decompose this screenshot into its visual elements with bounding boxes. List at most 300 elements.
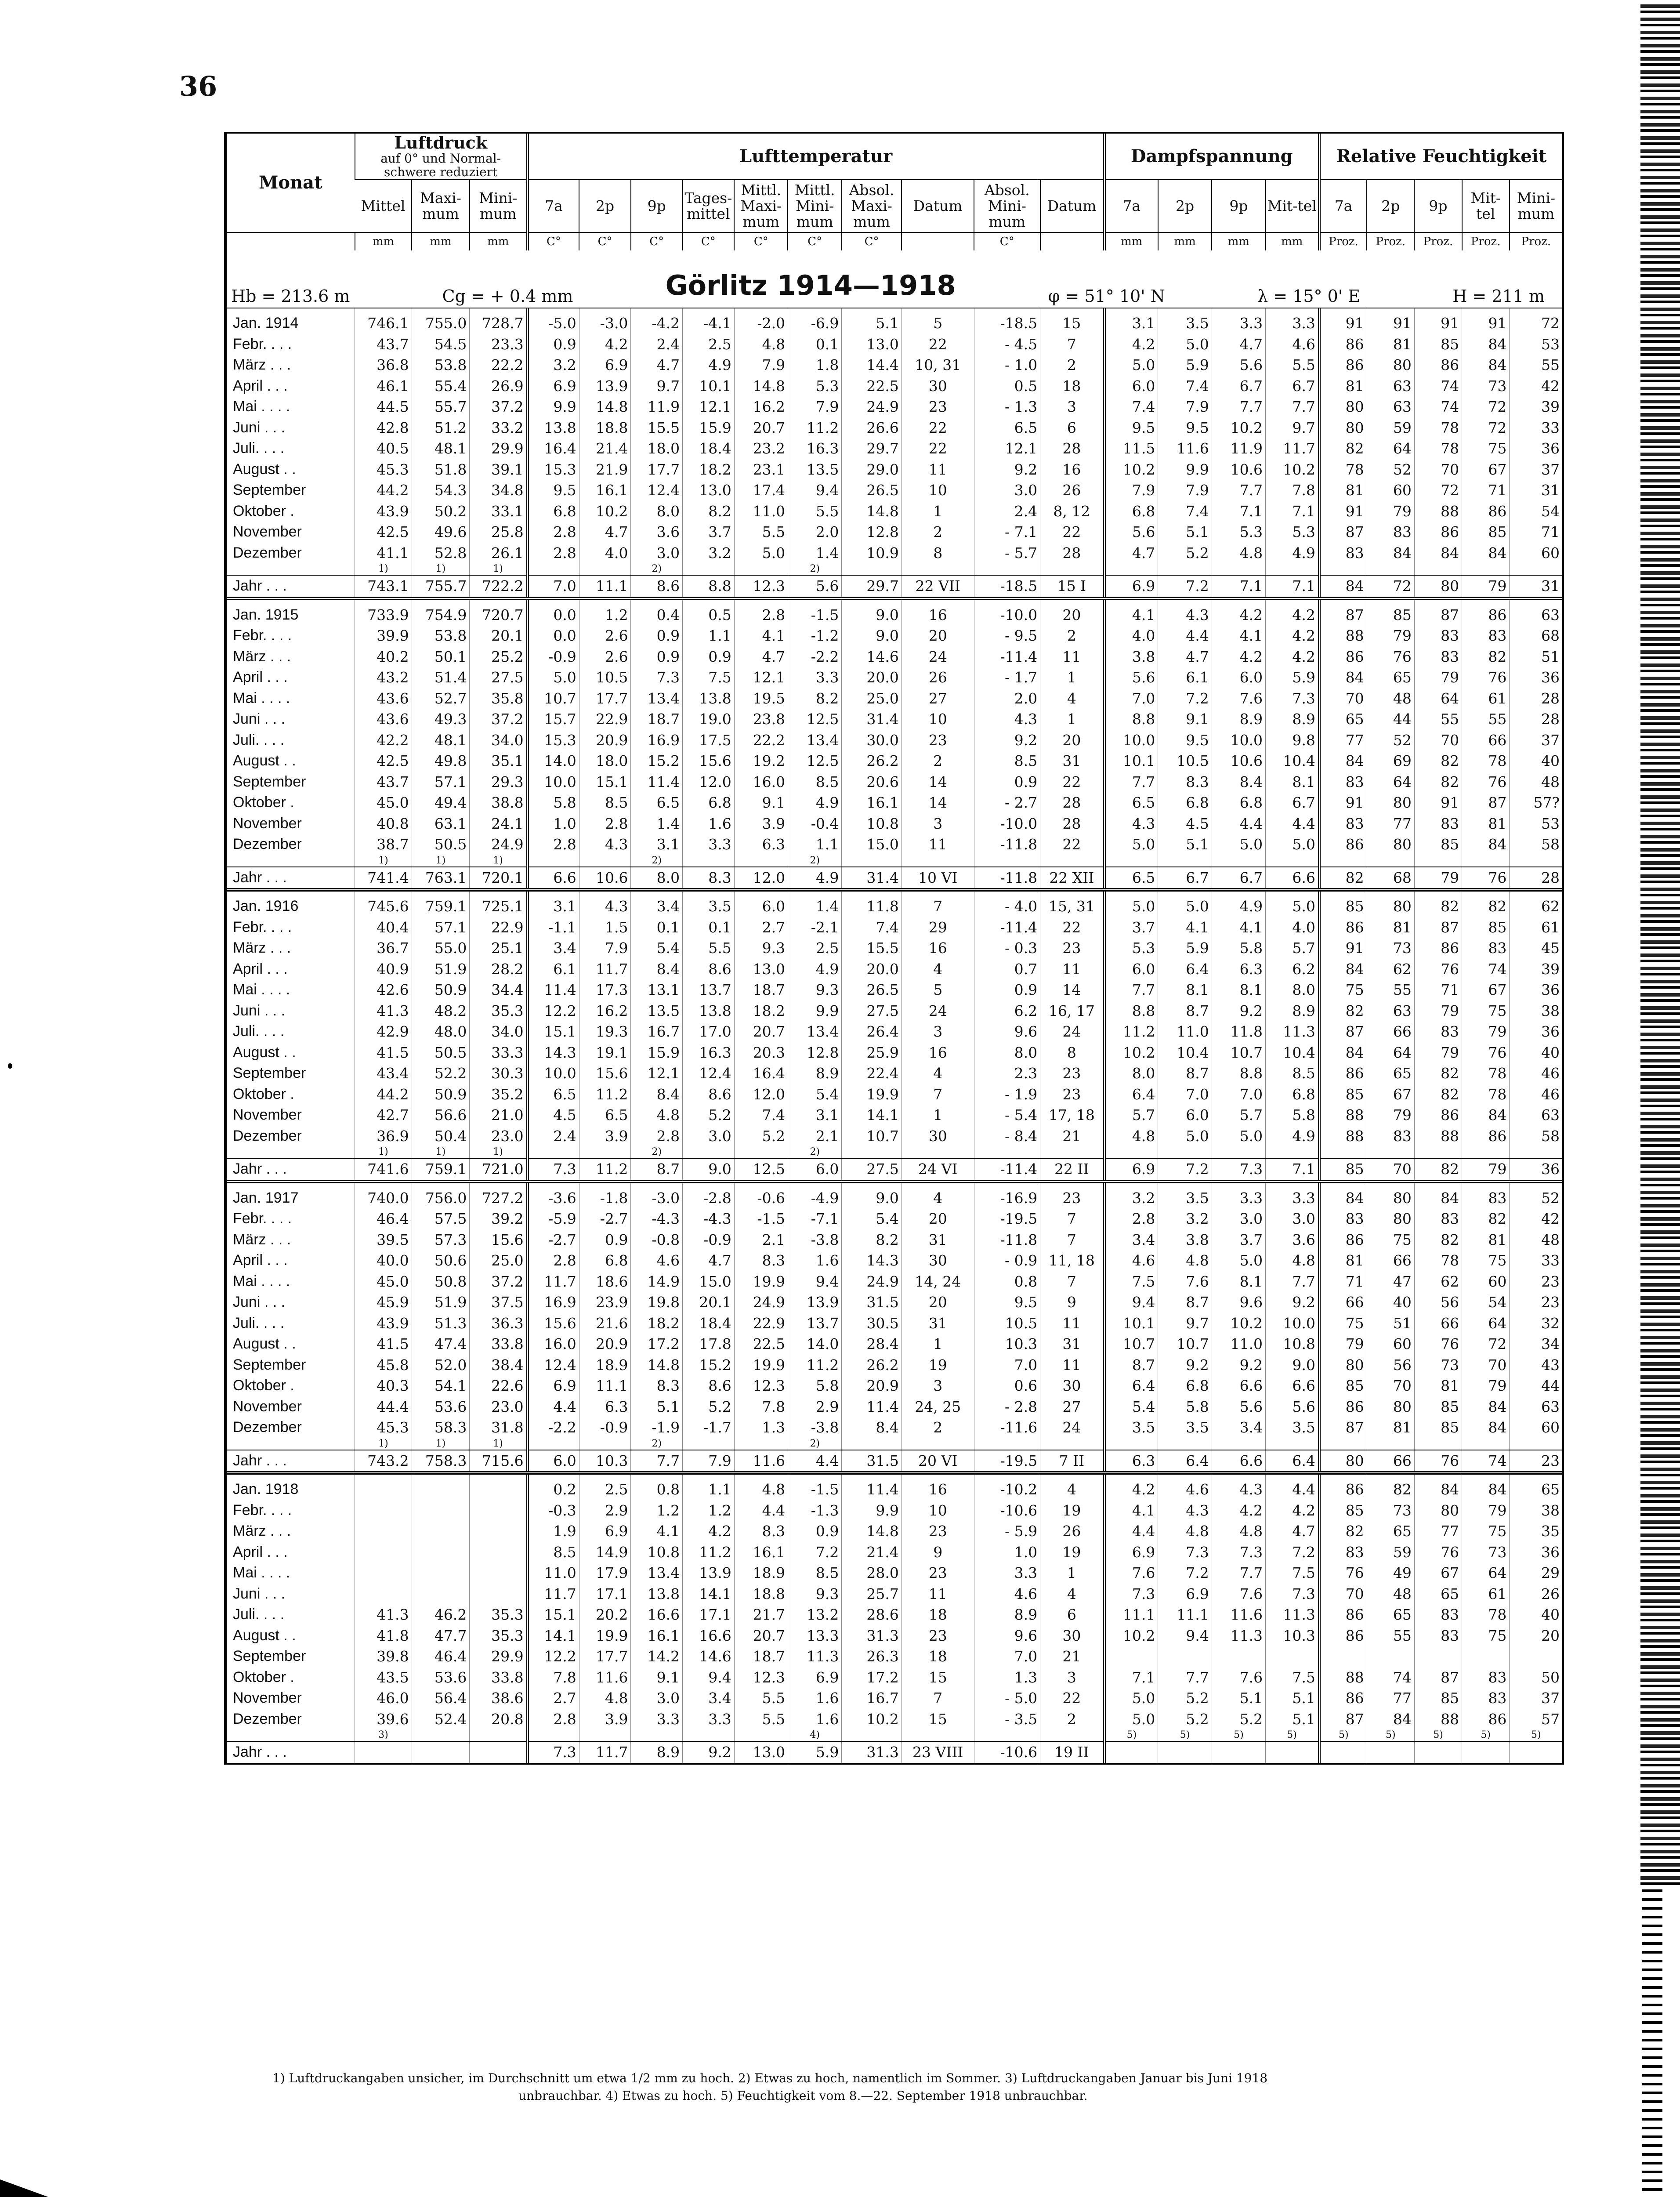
table-cell: 5.2 xyxy=(1158,543,1212,564)
month-label: April . . . xyxy=(233,377,288,394)
table-cell: 83 xyxy=(1462,1182,1510,1209)
footnote-marker xyxy=(579,855,631,867)
table-cell: 81 xyxy=(1319,480,1367,501)
table-cell: 7.6 xyxy=(1104,1563,1158,1584)
table-cell: 33.2 xyxy=(470,417,528,439)
table-cell: 14.8 xyxy=(842,501,902,522)
unit-dampfspannung-0: mm xyxy=(1104,232,1158,250)
footnote-marker xyxy=(1319,1146,1367,1158)
table-cell: 12.5 xyxy=(788,709,842,730)
footnote-marker xyxy=(734,563,788,575)
table-cell: 4.2 xyxy=(1212,598,1265,626)
table-cell: 6.9 xyxy=(579,1521,631,1542)
table-cell: 20.9 xyxy=(842,1375,902,1396)
table-cell: 3.4 xyxy=(1212,1417,1265,1438)
table-cell: 2.8 xyxy=(734,598,788,626)
table-cell: -10.2 xyxy=(974,1473,1040,1500)
table-cell: 4.8 xyxy=(734,1473,788,1500)
table-cell: 6.4 xyxy=(1104,1084,1158,1105)
table-cell: 11.2 xyxy=(788,417,842,439)
table-cell: 10 xyxy=(902,709,974,730)
table-cell: 6.9 xyxy=(1158,1584,1212,1605)
table-cell: 10.5 xyxy=(1158,750,1212,772)
table-cell: 4.2 xyxy=(683,1521,735,1542)
col-lufttemperatur-6: Absol. Maxi-mum xyxy=(842,180,902,232)
table-cell: 7.8 xyxy=(734,1396,788,1418)
table-cell: 8.7 xyxy=(1158,1292,1212,1313)
table-cell: 69 xyxy=(1367,750,1414,772)
table-cell: 57.1 xyxy=(412,917,470,938)
table-cell: 63 xyxy=(1367,1001,1414,1022)
table-cell: 1.4 xyxy=(631,813,683,834)
table-cell: 78 xyxy=(1414,417,1462,439)
table-cell: 13.4 xyxy=(788,1021,842,1042)
table-cell: 27 xyxy=(1040,1396,1104,1418)
table-cell: 31 xyxy=(1510,575,1562,598)
table-cell: 50.4 xyxy=(412,1126,470,1147)
table-cell: 0.8 xyxy=(631,1473,683,1500)
table-cell: -1.8 xyxy=(579,1182,631,1209)
table-cell: 4.6 xyxy=(1266,334,1319,355)
table-cell: 16.1 xyxy=(579,480,631,501)
table-cell: 10.0 xyxy=(1212,730,1265,751)
footnote-marker xyxy=(1510,563,1562,575)
table-cell: 26.3 xyxy=(842,1646,902,1667)
footnote-marker xyxy=(974,563,1040,575)
table-cell: 52 xyxy=(1367,459,1414,480)
table-cell: -1.5 xyxy=(788,1473,842,1500)
table-cell: 88 xyxy=(1414,1126,1462,1147)
table-cell: 29.9 xyxy=(470,438,528,459)
table-cell: 71 xyxy=(1414,979,1462,1001)
table-cell: 5.2 xyxy=(1158,1709,1212,1730)
table-cell: 84 xyxy=(1414,1473,1462,1500)
month-label: Febr. . . . xyxy=(233,1501,292,1519)
table-cell: 6 xyxy=(1040,417,1104,439)
table-cell: 5.5 xyxy=(734,522,788,543)
table-cell: 43.6 xyxy=(355,709,412,730)
table-cell: 740.0 xyxy=(355,1182,412,1209)
table-cell xyxy=(412,1521,470,1542)
table-cell: 81 xyxy=(1367,334,1414,355)
table-cell: 17.3 xyxy=(579,979,631,1001)
table-cell: 4.2 xyxy=(1212,1500,1265,1521)
table-cell: 4.2 xyxy=(1104,1473,1158,1500)
table-cell: 5.6 xyxy=(1104,667,1158,688)
table-cell: 4.4 xyxy=(1266,1473,1319,1500)
table-cell: 63.1 xyxy=(412,813,470,834)
table-cell: 9.7 xyxy=(1158,1313,1212,1334)
table-cell: 35 xyxy=(1510,1521,1562,1542)
table-cell: 5.8 xyxy=(1212,938,1265,959)
table-cell: 31.8 xyxy=(470,1417,528,1438)
table-cell: 722.2 xyxy=(470,575,528,598)
month-label: Jahr . . . xyxy=(227,575,355,598)
table-cell: 3.4 xyxy=(683,1688,735,1709)
table-cell: 67 xyxy=(1367,1084,1414,1105)
table-cell: 44 xyxy=(1510,1375,1562,1396)
table-cell: 5.5 xyxy=(683,938,735,959)
table-cell: 8.5 xyxy=(788,1563,842,1584)
table-cell: 15.6 xyxy=(683,750,735,772)
table-cell: 11.0 xyxy=(1158,1021,1212,1042)
table-cell: 40.2 xyxy=(355,646,412,667)
table-cell: 18.4 xyxy=(683,1313,735,1334)
table-cell: 4.8 xyxy=(1104,1126,1158,1147)
table-cell: 20.7 xyxy=(734,1625,788,1646)
table-cell: 7.0 xyxy=(528,575,579,598)
table-cell: 0.1 xyxy=(683,917,735,938)
table-cell: 74 xyxy=(1414,376,1462,397)
month-label: Dezember xyxy=(233,836,302,852)
table-cell: 6.8 xyxy=(1266,1084,1319,1105)
table-cell: 12.4 xyxy=(631,480,683,501)
table-cell: 46.4 xyxy=(412,1646,470,1667)
footnote-marker: 1) xyxy=(412,1146,470,1158)
table-cell: 84 xyxy=(1414,1182,1462,1209)
table-cell: 0.9 xyxy=(974,979,1040,1001)
table-row xyxy=(227,1667,1562,1688)
table-cell: -5.0 xyxy=(528,308,579,334)
table-cell: 36 xyxy=(1510,1542,1562,1563)
table-cell: 11.0 xyxy=(734,501,788,522)
footnote-marker xyxy=(902,563,974,575)
month-label: Oktober . xyxy=(233,502,294,519)
table-cell: 728.7 xyxy=(470,308,528,334)
table-cell: 7.6 xyxy=(1212,1584,1265,1605)
table-cell: 15.3 xyxy=(528,459,579,480)
table-cell: 23 xyxy=(902,1563,974,1584)
table-cell: 84 xyxy=(1414,543,1462,564)
table-row xyxy=(227,1688,1562,1709)
table-cell: -11.6 xyxy=(974,1417,1040,1438)
table-cell: -4.3 xyxy=(683,1208,735,1229)
header-dampfspannung: Dampfspannung xyxy=(1104,134,1319,180)
table-cell: 70 xyxy=(1367,1158,1414,1182)
table-cell: 2.6 xyxy=(579,646,631,667)
table-cell: 75 xyxy=(1462,1001,1510,1022)
table-cell xyxy=(1462,1741,1510,1763)
table-cell: 3 xyxy=(1040,1667,1104,1688)
table-cell: 5.1 xyxy=(631,1396,683,1418)
table-cell: 20 xyxy=(902,625,974,646)
table-cell: 4.5 xyxy=(528,1105,579,1126)
table-cell: -0.6 xyxy=(734,1182,788,1209)
col-dampfspannung-3: Mit-tel xyxy=(1266,180,1319,232)
table-cell: 6.0 xyxy=(1104,959,1158,980)
table-cell: 81 xyxy=(1462,813,1510,834)
table-cell: 20.2 xyxy=(579,1604,631,1625)
table-cell: 28 xyxy=(1510,688,1562,709)
table-cell: 6.0 xyxy=(788,1158,842,1182)
table-cell: 56.6 xyxy=(412,1105,470,1126)
table-cell: 6.6 xyxy=(1266,867,1319,890)
table-cell: 9.2 xyxy=(1158,1355,1212,1376)
table-cell: 91 xyxy=(1319,501,1367,522)
month-label: Juli. . . . xyxy=(233,1606,285,1623)
table-cell: 42.5 xyxy=(355,750,412,772)
table-cell: 8.4 xyxy=(631,1084,683,1105)
table-cell: 16.1 xyxy=(631,1625,683,1646)
table-cell: 47.7 xyxy=(412,1625,470,1646)
table-cell: 22.9 xyxy=(470,917,528,938)
table-cell: 24.9 xyxy=(842,396,902,417)
col-lufttemperatur-7: Datum xyxy=(902,180,974,232)
month-label: Febr. . . . xyxy=(233,1210,292,1227)
table-cell: 3.4 xyxy=(631,890,683,917)
table-cell: 8 xyxy=(902,543,974,564)
table-cell: 1 xyxy=(902,1105,974,1126)
table-cell: 21.4 xyxy=(579,438,631,459)
table-cell: 65 xyxy=(1367,1604,1414,1625)
table-cell: 45 xyxy=(1510,938,1562,959)
table-cell: 0.9 xyxy=(788,1521,842,1542)
month-label: Dezember xyxy=(233,1127,302,1144)
table-cell: 7.3 xyxy=(1104,1584,1158,1605)
table-cell: 7.1 xyxy=(1266,501,1319,522)
table-cell: 29.7 xyxy=(842,438,902,459)
table-cell: 3.1 xyxy=(631,834,683,855)
table-cell: 14.0 xyxy=(528,750,579,772)
table-cell: 9.1 xyxy=(631,1667,683,1688)
table-cell: 20.1 xyxy=(470,625,528,646)
table-cell: 3.6 xyxy=(631,522,683,543)
month-label: Mai . . . . xyxy=(233,689,290,707)
table-cell: 8.3 xyxy=(1158,772,1212,793)
table-cell: 63 xyxy=(1367,396,1414,417)
table-cell: 51.9 xyxy=(412,959,470,980)
table-cell: 22.2 xyxy=(734,730,788,751)
table-cell: 88 xyxy=(1319,1126,1367,1147)
footnote-marker-row xyxy=(227,1729,1562,1741)
table-row xyxy=(227,1542,1562,1563)
table-cell: 0.9 xyxy=(579,1229,631,1251)
table-cell: 721.0 xyxy=(470,1158,528,1182)
footnote-marker xyxy=(227,1438,355,1450)
table-cell: 4.7 xyxy=(1158,646,1212,667)
table-cell: 4.4 xyxy=(1266,813,1319,834)
footnote-marker xyxy=(683,1146,735,1158)
table-cell: 80 xyxy=(1367,792,1414,813)
table-cell: 81 xyxy=(1319,376,1367,397)
table-cell xyxy=(470,1500,528,1521)
table-cell xyxy=(1104,1741,1158,1763)
table-cell: 10 xyxy=(902,480,974,501)
table-cell: 5.4 xyxy=(631,938,683,959)
table-cell: 40.9 xyxy=(355,959,412,980)
table-cell: 79 xyxy=(1462,1375,1510,1396)
table-cell: 86 xyxy=(1319,355,1367,376)
table-cell: 87 xyxy=(1414,917,1462,938)
table-cell: 85 xyxy=(1319,1500,1367,1521)
table-cell: 54 xyxy=(1462,1292,1510,1313)
table-cell: 9.5 xyxy=(528,480,579,501)
table-cell: 87 xyxy=(1414,1667,1462,1688)
table-cell: 83 xyxy=(1462,938,1510,959)
table-cell: 2.5 xyxy=(683,334,735,355)
table-cell: 2.1 xyxy=(788,1126,842,1147)
table-cell: 13.7 xyxy=(788,1313,842,1334)
table-cell: 72 xyxy=(1414,480,1462,501)
table-cell: 18.2 xyxy=(734,1001,788,1022)
table-cell: 8.2 xyxy=(683,501,735,522)
month-label: Dezember xyxy=(233,544,302,561)
table-cell: 78 xyxy=(1319,459,1367,480)
table-cell: 8.5 xyxy=(579,792,631,813)
table-cell: 5.4 xyxy=(788,1084,842,1105)
table-cell: 7.9 xyxy=(788,396,842,417)
table-cell: 8, 12 xyxy=(1040,501,1104,522)
unit-lufttemperatur-4: C° xyxy=(734,232,788,250)
table-cell: 15.6 xyxy=(579,1063,631,1084)
table-cell: 23 xyxy=(902,396,974,417)
table-cell: 58 xyxy=(1510,834,1562,855)
table-cell: 3.2 xyxy=(683,543,735,564)
month-label: Dezember xyxy=(233,1710,302,1727)
table-cell: 16.0 xyxy=(734,772,788,793)
month-label: September xyxy=(233,1648,306,1664)
table-cell: 6.9 xyxy=(528,376,579,397)
table-cell: 1.2 xyxy=(631,1500,683,1521)
table-cell: 20 xyxy=(902,1208,974,1229)
table-cell xyxy=(1414,1646,1462,1667)
table-cell: 23.3 xyxy=(470,334,528,355)
footnote-marker xyxy=(1510,855,1562,867)
table-cell: 39 xyxy=(1510,959,1562,980)
table-cell: 8.4 xyxy=(1212,772,1265,793)
table-cell: 9.1 xyxy=(1158,709,1212,730)
footnote-marker xyxy=(1104,1438,1158,1450)
table-cell: 23 xyxy=(1510,1450,1562,1473)
table-cell: 43.6 xyxy=(355,688,412,709)
table-cell: 9.0 xyxy=(842,598,902,626)
table-cell: 6.4 xyxy=(1266,1450,1319,1473)
month-label: Mai . . . . xyxy=(233,981,290,998)
table-cell: -10.6 xyxy=(974,1500,1040,1521)
table-cell: 51.3 xyxy=(412,1313,470,1334)
table-cell: 24 xyxy=(902,646,974,667)
table-cell: -1.7 xyxy=(683,1417,735,1438)
table-cell: 21 xyxy=(1040,1646,1104,1667)
table-cell: 34.4 xyxy=(470,979,528,1001)
table-cell: 6.9 xyxy=(1104,575,1158,598)
month-label: Oktober . xyxy=(233,1668,294,1686)
table-row xyxy=(227,709,1562,730)
table-cell: 5.4 xyxy=(1104,1396,1158,1418)
footnote-marker xyxy=(227,855,355,867)
table-cell: 39.2 xyxy=(470,1208,528,1229)
table-cell: 49 xyxy=(1367,1563,1414,1584)
table-cell: 10.1 xyxy=(683,376,735,397)
table-cell: 36 xyxy=(1510,979,1562,1001)
table-cell xyxy=(1510,1646,1562,1667)
table-cell: 76 xyxy=(1414,959,1462,980)
table-cell: 1.4 xyxy=(788,543,842,564)
table-cell: 9.2 xyxy=(974,730,1040,751)
month-label: Oktober . xyxy=(233,1085,294,1102)
table-cell: 12.4 xyxy=(528,1355,579,1376)
table-cell: 33.1 xyxy=(470,501,528,522)
table-cell xyxy=(470,1584,528,1605)
table-cell: 3.3 xyxy=(683,834,735,855)
table-cell: -3.0 xyxy=(579,308,631,334)
table-cell: 76 xyxy=(1319,1563,1367,1584)
table-cell: 60 xyxy=(1510,1417,1562,1438)
col-dampfspannung-1: 2p xyxy=(1158,180,1212,232)
table-cell: 15.7 xyxy=(528,709,579,730)
table-cell: 1 xyxy=(1040,667,1104,688)
table-cell: 5.7 xyxy=(1212,1105,1265,1126)
table-row xyxy=(227,792,1562,813)
table-cell: 39.6 xyxy=(355,1709,412,1730)
table-cell: 50.5 xyxy=(412,1042,470,1063)
table-cell: 727.2 xyxy=(470,1182,528,1209)
table-cell: 4.3 xyxy=(974,709,1040,730)
footnote-marker xyxy=(974,855,1040,867)
table-cell: 18.0 xyxy=(631,438,683,459)
table-cell: - 9.5 xyxy=(974,625,1040,646)
table-cell: 6.0 xyxy=(734,890,788,917)
col-lufttemperatur-3: Tages-mittel xyxy=(683,180,735,232)
table-cell: 20 xyxy=(902,1292,974,1313)
table-cell: 25.2 xyxy=(470,646,528,667)
table-cell: 3.3 xyxy=(1212,1182,1265,1209)
table-cell: 9.3 xyxy=(788,979,842,1001)
table-cell xyxy=(355,1521,412,1542)
footnote-marker: 1) xyxy=(470,1438,528,1450)
table-cell: 4.1 xyxy=(734,625,788,646)
table-cell: 83 xyxy=(1414,1021,1462,1042)
table-cell: 9.0 xyxy=(1266,1355,1319,1376)
table-cell: 7.6 xyxy=(1212,688,1265,709)
table-cell: 5.1 xyxy=(842,308,902,334)
table-cell: 72 xyxy=(1462,1334,1510,1355)
table-cell: 8.0 xyxy=(631,501,683,522)
table-row xyxy=(227,459,1562,480)
table-cell: 5.0 xyxy=(1104,1709,1158,1730)
unit-luftdruck-1: mm xyxy=(412,232,470,250)
table-cell: 54.3 xyxy=(412,480,470,501)
table-cell: 4.2 xyxy=(1212,646,1265,667)
station-lambda: λ = 15° 0' E xyxy=(1257,286,1361,306)
table-cell: 65 xyxy=(1414,1584,1462,1605)
table-cell: 84 xyxy=(1462,1396,1510,1418)
table-cell: 23 xyxy=(902,1625,974,1646)
table-cell: 13.0 xyxy=(842,334,902,355)
table-cell: 13.8 xyxy=(683,688,735,709)
table-cell: 9.2 xyxy=(1212,1001,1265,1022)
table-cell: 6.5 xyxy=(528,1084,579,1105)
col-lufttemperatur-1: 2p xyxy=(579,180,631,232)
table-cell: 6.8 xyxy=(1104,501,1158,522)
footnote-marker xyxy=(1158,1438,1212,1450)
table-cell: 16.6 xyxy=(631,1604,683,1625)
footnote-marker-row xyxy=(227,855,1562,867)
table-cell: 22 VII xyxy=(902,575,974,598)
table-cell: 16.6 xyxy=(683,1625,735,1646)
month-label: März . . . xyxy=(233,1523,291,1539)
table-cell: 26.9 xyxy=(470,376,528,397)
table-cell: 1 xyxy=(902,1334,974,1355)
table-cell: 16.0 xyxy=(528,1334,579,1355)
table-cell: 15.2 xyxy=(631,750,683,772)
table-cell xyxy=(412,1563,470,1584)
table-cell: 10.2 xyxy=(1104,1625,1158,1646)
table-cell: -1.3 xyxy=(788,1500,842,1521)
unit-dampfspannung-1: mm xyxy=(1158,232,1212,250)
table-cell: - 5.9 xyxy=(974,1521,1040,1542)
table-cell: 23.2 xyxy=(734,438,788,459)
